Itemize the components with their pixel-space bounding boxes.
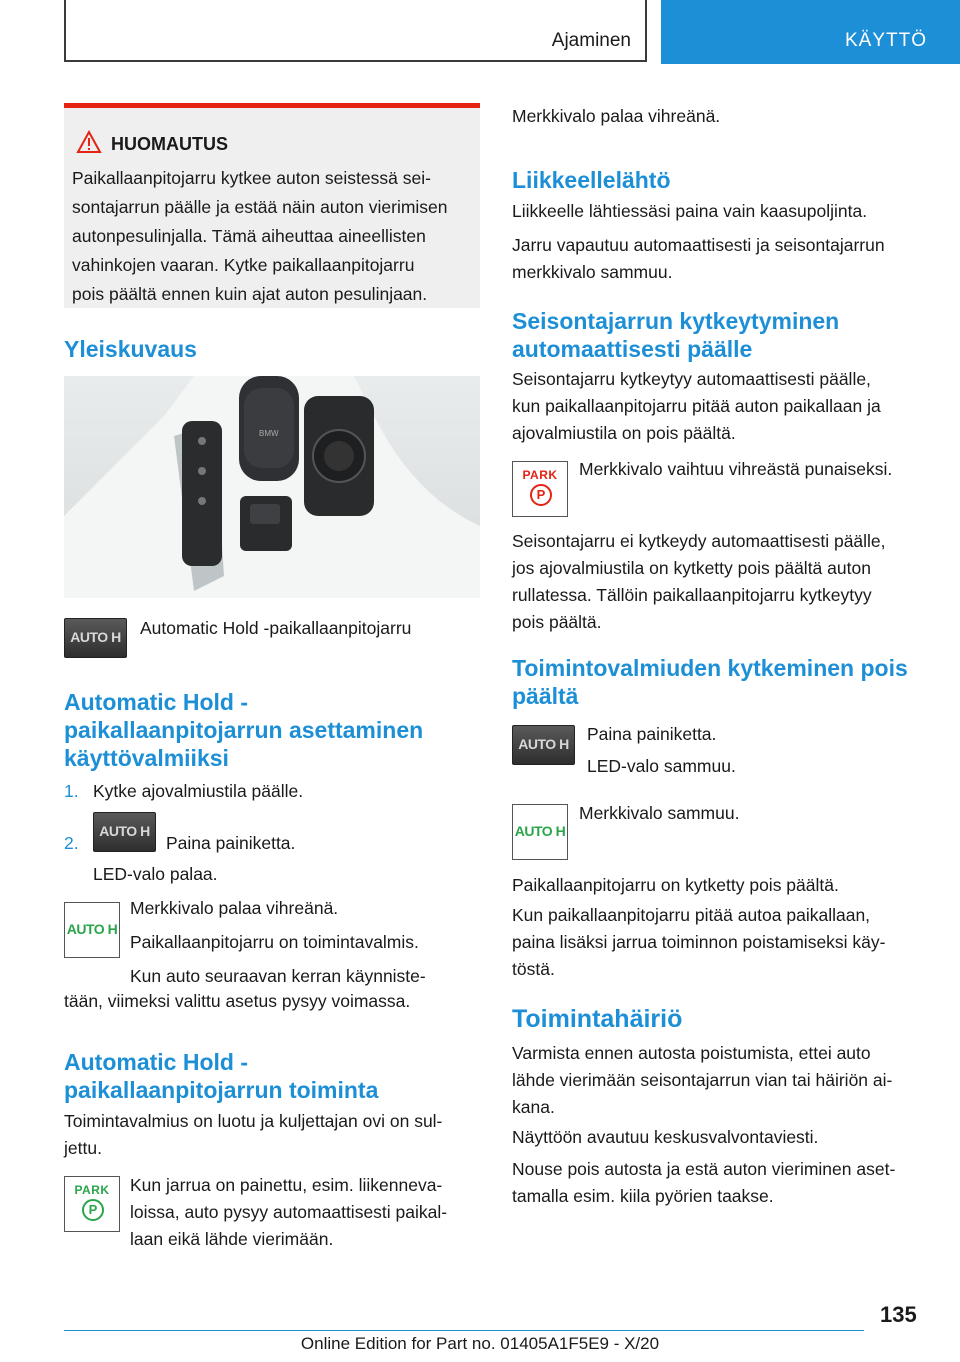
fault-text-line: tamalla esim. kiila pyörien taakse. (512, 1186, 774, 1206)
warning-triangle-icon (76, 130, 102, 154)
drive-heading: Liikkeellelähtö (512, 167, 671, 193)
auto-h-button-label: AUTO H (99, 823, 150, 839)
park-indicator-green (64, 1176, 120, 1232)
setup-heading-line: käyttövalmiiksi (64, 745, 229, 771)
center-console-photo (64, 376, 480, 598)
auto-h-indicator-off (512, 804, 568, 860)
park-label: PARK (522, 468, 558, 482)
park-p-circle: P (82, 1199, 104, 1221)
no-auto-line: pois päältä. (512, 612, 602, 632)
auto-h-button-label: AUTO H (70, 629, 121, 645)
warning-line: pois päältä ennen kuin ajat auton pesulinjaan. (72, 284, 428, 304)
park-text (130, 1172, 447, 1253)
step-text: Paina painiketta. (166, 833, 296, 853)
warning-line: Paikallaanpitojarru kytkee auton seistessä sei- (72, 168, 431, 188)
off-text-line: Kun paikallaanpitojarru pitää autoa paikallaan, (512, 905, 871, 925)
console-illustration (64, 376, 480, 598)
park-indicator-red (512, 461, 568, 517)
no-auto-line: jos ajovalmiustila on kytketty pois päältä auton (512, 558, 871, 578)
auto-text (512, 366, 881, 447)
function-text-line: Toimintavalmius on luotu ja kuljettajan ovi on sul- (64, 1111, 443, 1131)
park-text-line: loissa, auto pysyy automaattisesti paikal- (130, 1202, 448, 1222)
auto-heading (512, 307, 839, 363)
function-heading (64, 1048, 378, 1104)
footer-edition: Online Edition for Part no. 01405A1F5E9 - X/20 (300, 1334, 660, 1353)
auto-text-line: Seisontajarru kytkeytyy automaattisesti päälle, (512, 369, 871, 389)
off-text-line: paina lisäksi jarrua toiminnon poistamiseksi käy- (512, 932, 886, 952)
off-heading (512, 654, 908, 710)
fault-text (512, 1156, 895, 1210)
drive-text-line: merkkivalo sammuu. (512, 262, 673, 282)
auto-heading-line: automaattisesti päälle (512, 336, 753, 362)
warning-line: vahinkojen vaaran. Kytke paikallaanpitojarru (72, 255, 415, 275)
drive-text: Liikkeelle lähtiessäsi paina vain kaasupoljinta. (512, 201, 868, 221)
indicator-label: AUTO H (66, 921, 118, 937)
auto-heading-line: Seisontajarrun kytkeytyminen (512, 308, 840, 334)
function-text-line: jettu. (64, 1138, 102, 1158)
function-text (64, 1108, 442, 1162)
auto-h-button-step[interactable] (93, 812, 156, 852)
header-chapter-tab[interactable] (661, 0, 960, 64)
no-auto-line: Seisontajarru ei kytkeydy automaattisesti päälle, (512, 531, 886, 551)
overview-heading: Yleiskuvaus (64, 336, 197, 362)
warning-line: autonpesulinjalla. Tämä aiheuttaa aineellisten (72, 226, 426, 246)
off-text-line: töstä. (512, 959, 555, 979)
button-caption: Automatic Hold -paikallaanpitojarru (140, 618, 412, 638)
auto-h-button-off[interactable] (512, 725, 575, 765)
footer-divider (64, 1330, 864, 1331)
indicator-line: Paikallaanpitojarru on toimintavalmis. (130, 932, 419, 952)
off-line: LED-valo sammuu. (587, 756, 736, 776)
auto-h-button-label: AUTO H (518, 736, 569, 752)
indicator-line-cont: tään, viimeksi valittu asetus pysyy voimassa. (64, 991, 411, 1011)
fault-text-line: lähde vierimään seisontajarrun vian tai häiriön ai- (512, 1070, 893, 1090)
no-auto-line: rullatessa. Tällöin paikallaanpitojarru kytkeytyy (512, 585, 872, 605)
header-chapter: KÄYTTÖ (844, 30, 927, 51)
off-text: Paikallaanpitojarru on kytketty pois päältä. (512, 875, 839, 895)
page-number: 135 (880, 1302, 917, 1327)
setup-heading-line: Automatic Hold - (64, 689, 248, 715)
park-label: PARK (74, 1183, 110, 1197)
park-text-line: laan eikä lähde vierimään. (130, 1229, 334, 1249)
drive-text (512, 232, 885, 286)
indicator-line: Merkkivalo palaa vihreänä. (130, 898, 339, 918)
indicator-line: Kun auto seuraavan kerran käynniste- (130, 966, 426, 986)
auto-h-indicator-green (64, 902, 120, 958)
setup-heading (64, 688, 423, 772)
warning-line: sontajarrun päälle ja estää näin auton vierimisen (72, 197, 448, 217)
fault-heading: Toimintahäiriö (512, 1005, 683, 1033)
auto-text-line: ajovalmiustila on pois päältä. (512, 423, 736, 443)
fault-text-line: kana. (512, 1097, 555, 1117)
warning-title: HUOMAUTUS (111, 134, 228, 154)
svg-text:BMW: BMW (259, 429, 279, 438)
drive-text-line: Jarru vapautuu automaattisesti ja seisontajarrun (512, 235, 885, 255)
park-p-circle: P (530, 484, 552, 506)
auto-h-button[interactable] (64, 618, 127, 658)
function-heading-line: Automatic Hold - (64, 1049, 248, 1075)
off-text (512, 902, 886, 983)
park-red-text: Merkkivalo vaihtuu vihreästä punaiseksi. (579, 459, 893, 479)
header-section: Ajaminen (551, 30, 631, 51)
auto-text-line: kun paikallaanpitojarru pitää auton paikallaan ja (512, 396, 881, 416)
off-indicator-text: Merkkivalo sammuu. (579, 803, 740, 823)
led-on-text: LED-valo palaa. (93, 864, 218, 884)
indicator-label: AUTO H (514, 823, 566, 839)
step-number: 1. (64, 781, 79, 801)
off-heading-line: päältä (512, 683, 579, 709)
warning-body (72, 164, 477, 309)
park-text-line: Kun jarrua on painettu, esim. liikenneva- (130, 1175, 443, 1195)
fault-text: Näyttöön avautuu keskusvalvontaviesti. (512, 1127, 819, 1147)
off-heading-line: Toimintovalmiuden kytkeminen pois (512, 655, 908, 681)
step-number: 2. (64, 833, 79, 853)
intro-text: Merkkivalo palaa vihreänä. (512, 106, 721, 126)
header-section-box (64, 0, 647, 62)
fault-text-line: Nouse pois autosta ja estä auton vieriminen aset- (512, 1159, 896, 1179)
fault-text-line: Varmista ennen autosta poistumista, ettei auto (512, 1043, 871, 1063)
fault-text (512, 1040, 892, 1121)
function-heading-line: paikallaanpitojarrun toiminta (64, 1077, 379, 1103)
setup-heading-line: paikallaanpitojarrun asettaminen (64, 717, 424, 743)
off-line: Paina painiketta. (587, 724, 717, 744)
step-text: Kytke ajovalmiustila päälle. (93, 781, 304, 801)
no-auto-text (512, 528, 886, 636)
warning-box (64, 103, 480, 308)
